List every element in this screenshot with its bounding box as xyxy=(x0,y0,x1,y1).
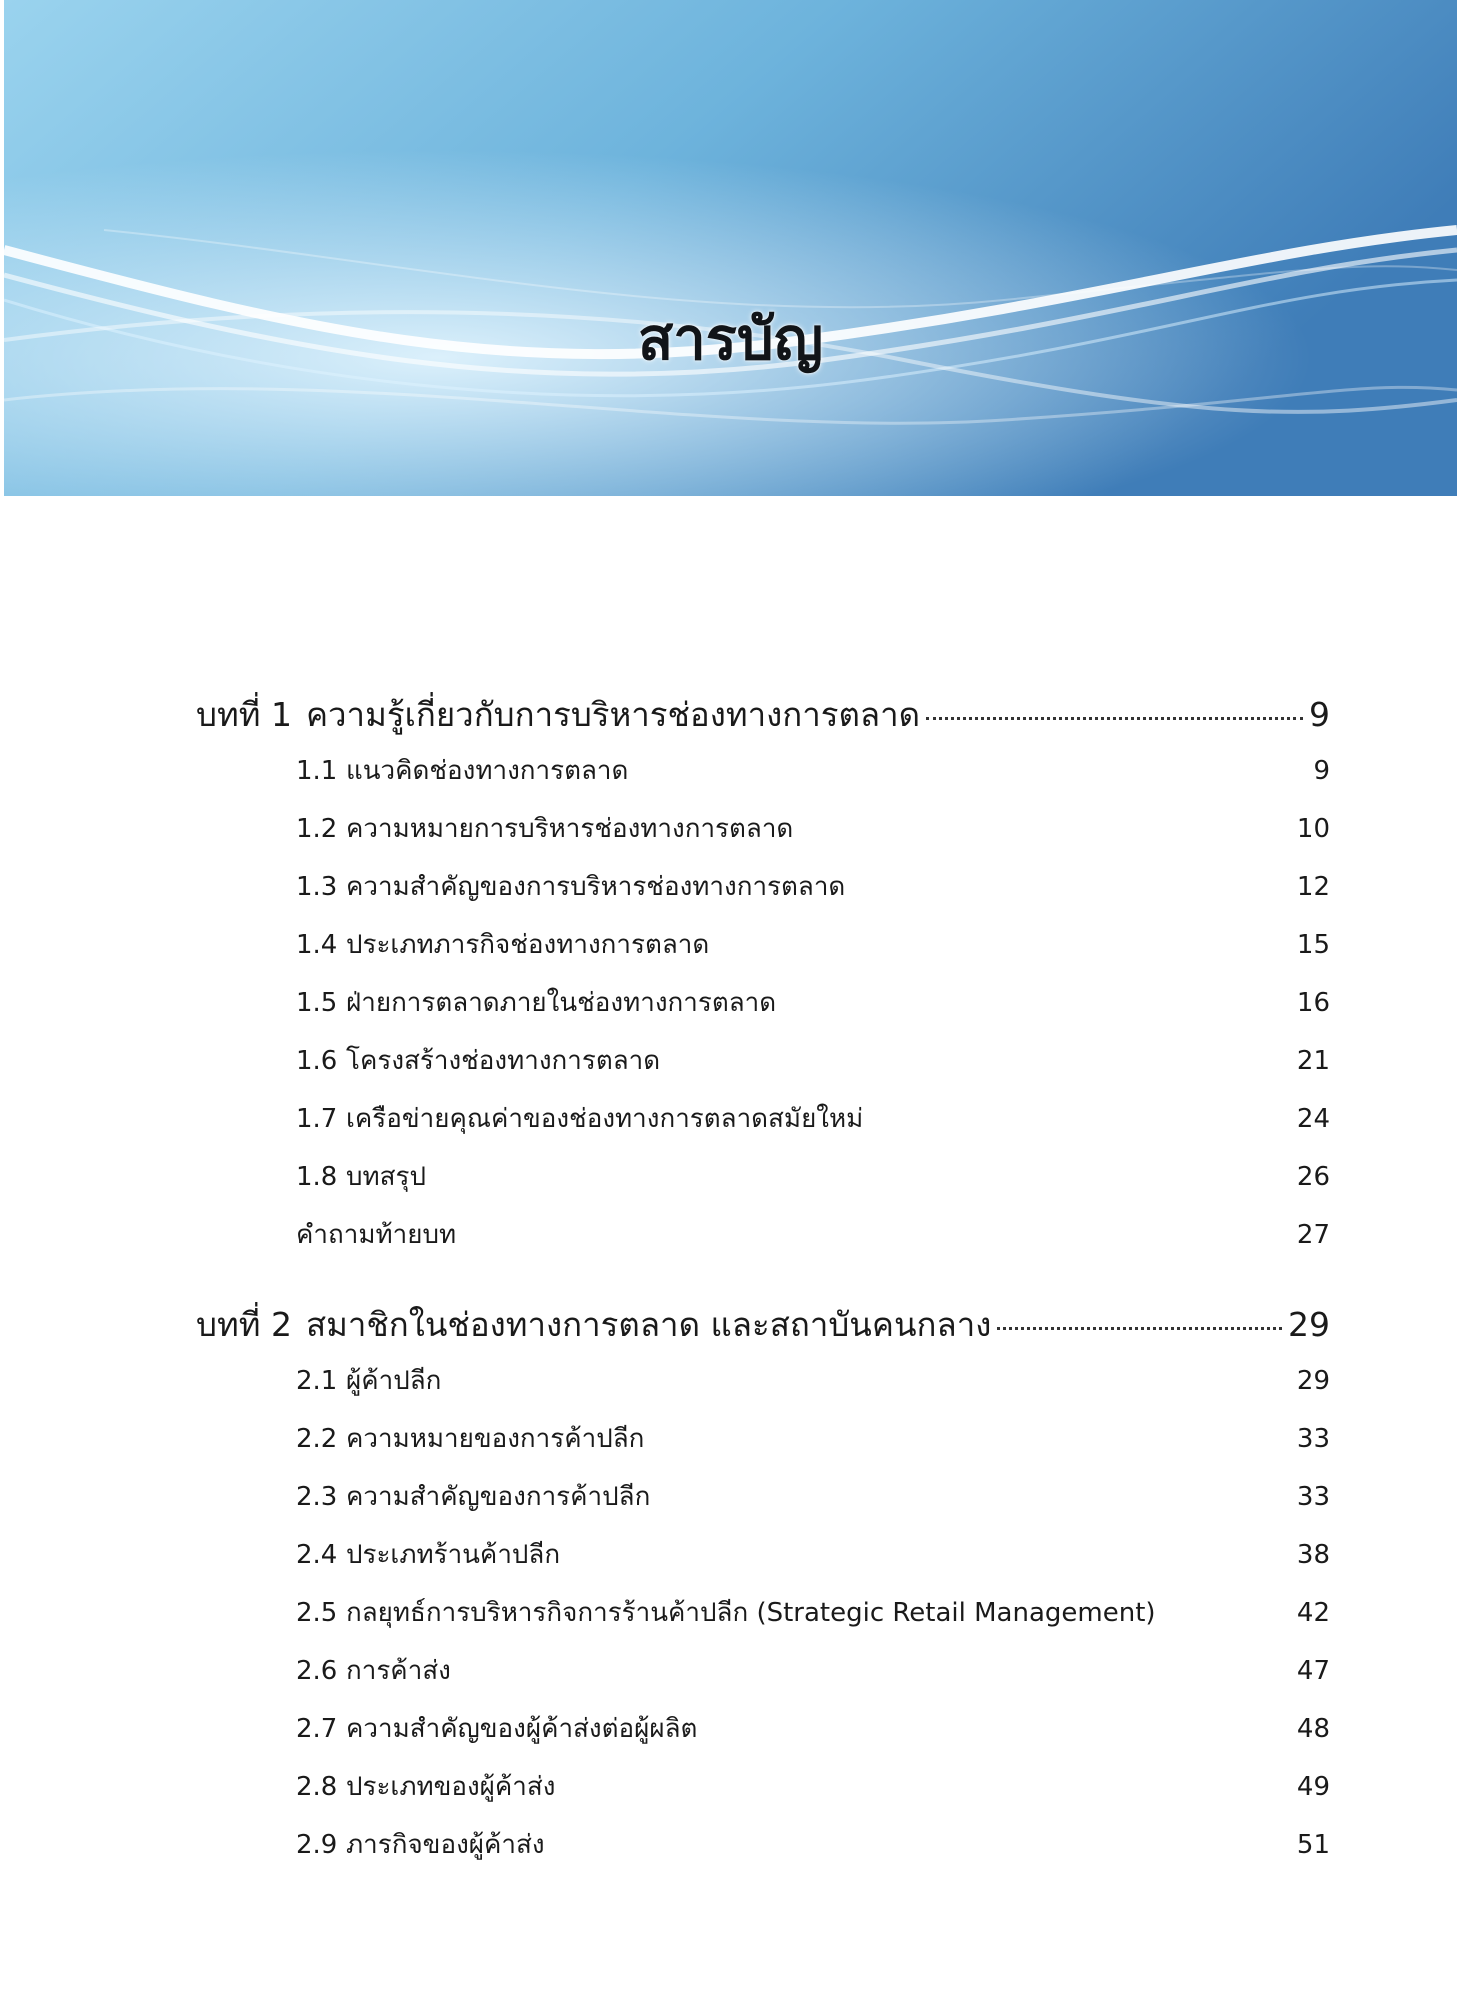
chapter-label: บทที่ 2 xyxy=(196,1305,292,1344)
toc-entry[interactable] xyxy=(196,866,1330,924)
section-number: 2.5 xyxy=(296,1598,338,1628)
section-title: ความหมายของการค้าปลีก xyxy=(346,1424,645,1454)
chapter-title: ความรู้เกี่ยวกับการบริหารช่องทางการตลาด xyxy=(305,695,921,734)
toc-entry[interactable] xyxy=(196,1824,1330,1882)
section-page: 24 xyxy=(1296,1104,1330,1134)
section-title: ฝ่ายการตลาดภายในช่องทางการตลาด xyxy=(346,988,777,1018)
section-title: ความสำคัญของการบริหารช่องทางการตลาด xyxy=(346,872,846,902)
section-title: แนวคิดช่องทางการตลาด xyxy=(346,756,629,786)
toc-entry[interactable] xyxy=(196,1156,1330,1214)
section-page: 33 xyxy=(1296,1424,1330,1454)
section-page: 33 xyxy=(1296,1482,1330,1512)
section-page: 51 xyxy=(1296,1830,1330,1860)
dot-leader xyxy=(926,717,1303,720)
table-of-contents xyxy=(196,688,1330,1908)
section-page: 26 xyxy=(1296,1162,1330,1192)
section-title: เครือข่ายคุณค่าของช่องทางการตลาดสมัยใหม่ xyxy=(346,1104,864,1134)
section-number: 2.6 xyxy=(296,1656,338,1686)
chapter-2 xyxy=(196,1298,1330,1882)
page-title: สารบัญ xyxy=(637,305,824,373)
section-number: 2.2 xyxy=(296,1424,338,1454)
section-title: ภารกิจของผู้ค้าส่ง xyxy=(346,1830,545,1860)
toc-entry[interactable] xyxy=(196,1592,1330,1650)
section-title: กลยุทธ์การบริหารกิจการร้านค้าปลีก (Strategic Retail Management) xyxy=(346,1598,1156,1628)
section-number: 2.8 xyxy=(296,1772,338,1802)
section-number: 2.7 xyxy=(296,1714,338,1744)
section-number: 1.6 xyxy=(296,1046,338,1076)
chapter-heading[interactable] xyxy=(196,1298,1330,1356)
section-page: 21 xyxy=(1296,1046,1330,1076)
light-waves-graphic xyxy=(4,0,1457,496)
section-title: คำถามท้ายบท xyxy=(296,1220,457,1250)
section-list xyxy=(196,750,1330,1272)
toc-entry[interactable] xyxy=(196,1476,1330,1534)
section-number: 1.4 xyxy=(296,930,338,960)
header-banner xyxy=(4,0,1457,496)
section-title: การค้าส่ง xyxy=(346,1656,451,1686)
dot-leader xyxy=(997,1327,1282,1330)
section-page: 49 xyxy=(1296,1772,1330,1802)
section-page: 15 xyxy=(1296,930,1330,960)
toc-entry[interactable] xyxy=(196,1214,1330,1272)
chapter-title: สมาชิกในช่องทางการตลาด และสถาบันคนกลาง xyxy=(305,1305,992,1344)
section-page: 10 xyxy=(1296,814,1330,844)
section-title: ผู้ค้าปลีก xyxy=(346,1366,442,1396)
section-number: 2.1 xyxy=(296,1366,338,1396)
section-number: 1.3 xyxy=(296,872,338,902)
section-page: 29 xyxy=(1296,1366,1330,1396)
section-page: 12 xyxy=(1296,872,1330,902)
toc-entry[interactable] xyxy=(196,1708,1330,1766)
section-number: 2.4 xyxy=(296,1540,338,1570)
section-number: 2.9 xyxy=(296,1830,338,1860)
toc-entry[interactable] xyxy=(196,1360,1330,1418)
section-page: 47 xyxy=(1296,1656,1330,1686)
section-number: 2.3 xyxy=(296,1482,338,1512)
section-page: 16 xyxy=(1296,988,1330,1018)
toc-entry[interactable] xyxy=(196,924,1330,982)
section-title: บทสรุป xyxy=(346,1162,426,1192)
chapter-page: 9 xyxy=(1309,695,1330,734)
section-list xyxy=(196,1360,1330,1882)
section-title: ความสำคัญของผู้ค้าส่งต่อผู้ผลิต xyxy=(346,1714,698,1744)
section-title: โครงสร้างช่องทางการตลาด xyxy=(346,1046,661,1076)
chapter-label: บทที่ 1 xyxy=(196,695,292,734)
toc-entry[interactable] xyxy=(196,982,1330,1040)
section-page: 48 xyxy=(1296,1714,1330,1744)
chapter-heading[interactable] xyxy=(196,688,1330,746)
section-title: ความสำคัญของการค้าปลีก xyxy=(346,1482,651,1512)
section-number: 1.8 xyxy=(296,1162,338,1192)
chapter-page: 29 xyxy=(1288,1305,1330,1344)
toc-entry[interactable] xyxy=(196,1098,1330,1156)
section-number: 1.7 xyxy=(296,1104,338,1134)
chapter-1 xyxy=(196,688,1330,1272)
toc-entry[interactable] xyxy=(196,1766,1330,1824)
section-title: ประเภทร้านค้าปลีก xyxy=(346,1540,561,1570)
section-title: ประเภทภารกิจช่องทางการตลาด xyxy=(346,930,710,960)
section-page: 38 xyxy=(1296,1540,1330,1570)
toc-entry[interactable] xyxy=(196,1040,1330,1098)
section-number: 1.5 xyxy=(296,988,338,1018)
toc-entry[interactable] xyxy=(196,1650,1330,1708)
toc-entry[interactable] xyxy=(196,750,1330,808)
section-number: 1.1 xyxy=(296,756,338,786)
section-page: 42 xyxy=(1296,1598,1330,1628)
toc-entry[interactable] xyxy=(196,808,1330,866)
toc-entry[interactable] xyxy=(196,1418,1330,1476)
section-title: ประเภทของผู้ค้าส่ง xyxy=(346,1772,556,1802)
toc-entry[interactable] xyxy=(196,1534,1330,1592)
section-number: 1.2 xyxy=(296,814,338,844)
section-page: 27 xyxy=(1296,1220,1330,1250)
section-page: 9 xyxy=(1313,756,1330,786)
section-title: ความหมายการบริหารช่องทางการตลาด xyxy=(346,814,794,844)
